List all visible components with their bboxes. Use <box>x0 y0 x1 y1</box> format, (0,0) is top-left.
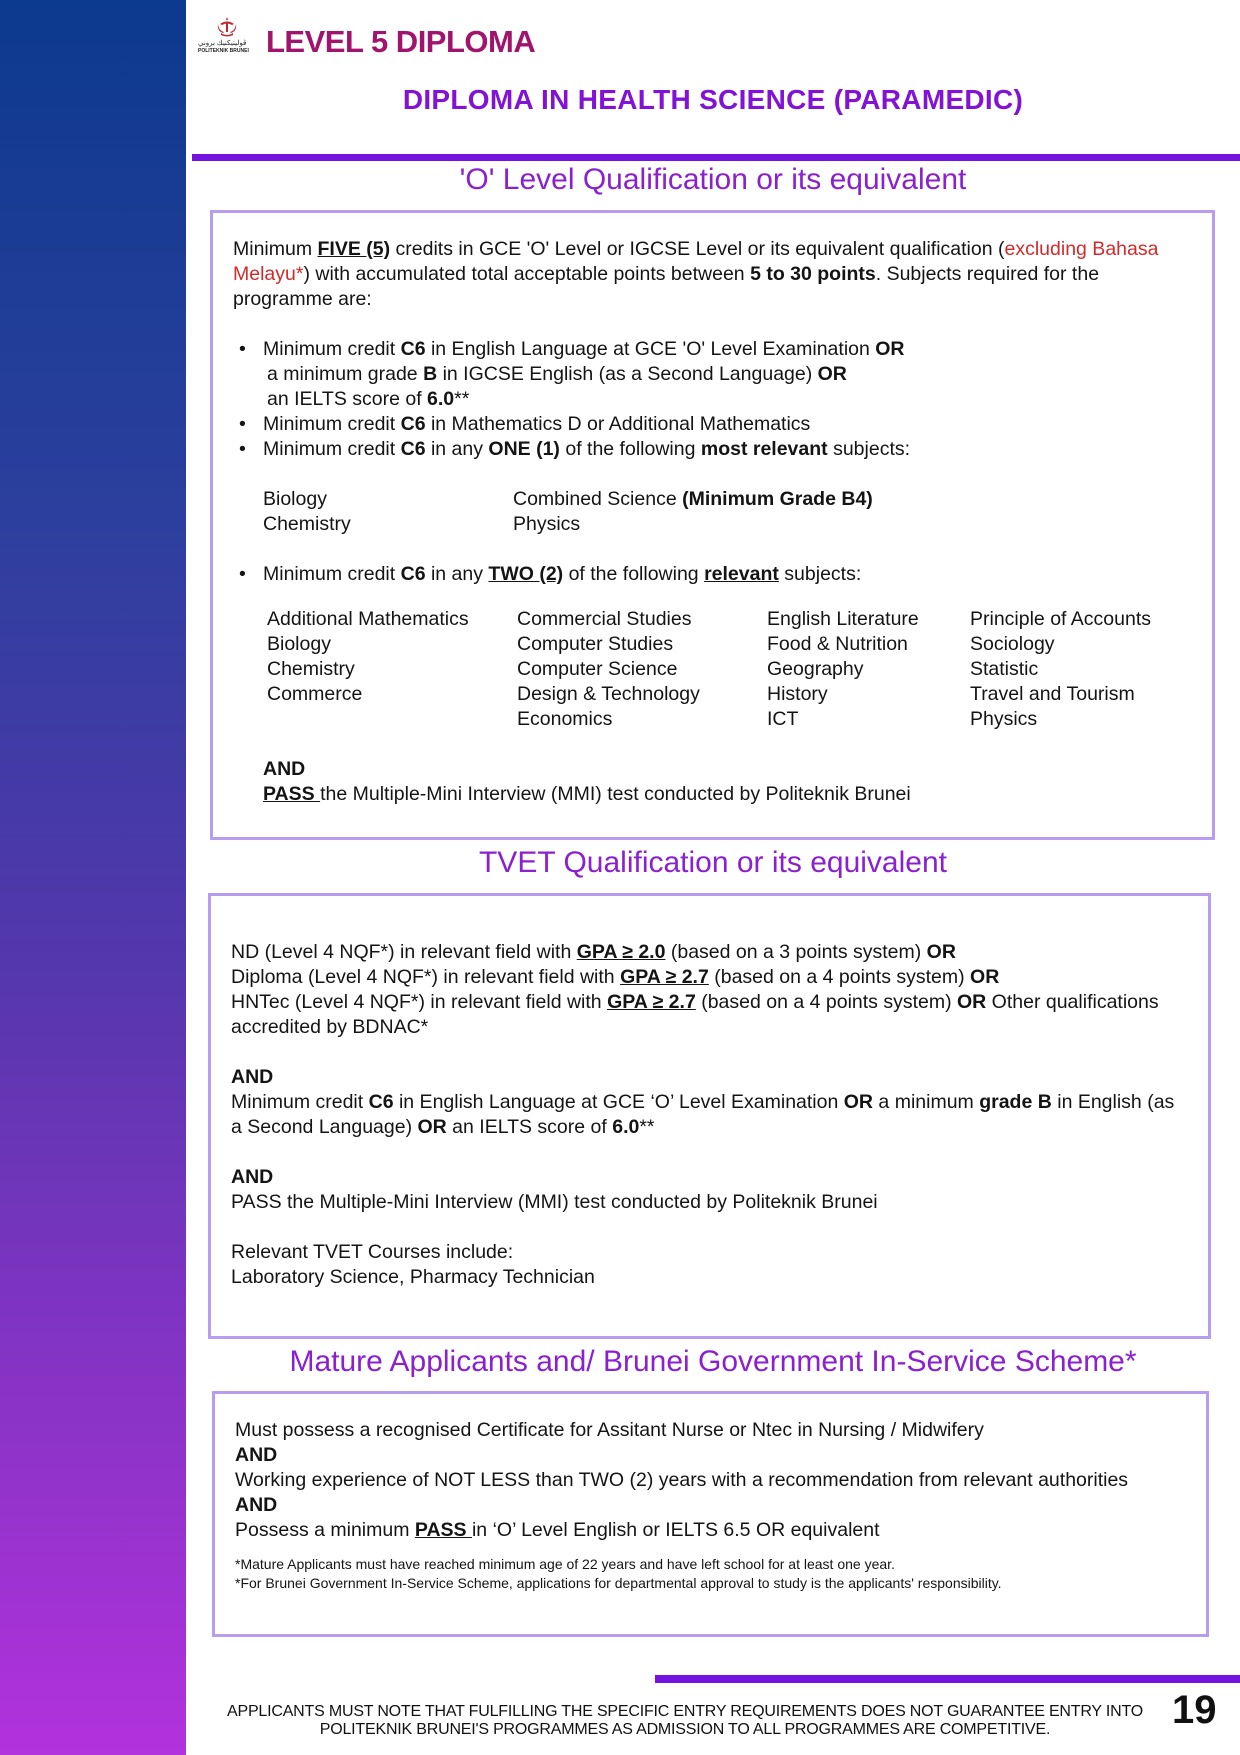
subject: English Literature <box>767 608 919 630</box>
decorative-sidebar <box>0 0 186 1755</box>
mature-heading: Mature Applicants and/ Brunei Government In-Service Scheme* <box>289 1345 1137 1378</box>
top-divider <box>192 154 1240 161</box>
relevant-requirement-list <box>233 562 1192 587</box>
tvet-heading: TVET Qualification or its equivalent <box>478 846 947 879</box>
mathematics-requirement: • Minimum credit C6 in Mathematics D or Additional Mathematics <box>263 412 1192 437</box>
subject: History <box>767 683 828 705</box>
subject: Computer Science <box>517 658 678 680</box>
and-label: AND <box>231 1166 274 1188</box>
tvet-hntec-line: HNTec (Level 4 NQF*) in relevant field with GPA ≥ 2.7 (based on a 4 points system) OR Other qualifications accredited by BDNAC* <box>231 991 1159 1038</box>
crest-icon <box>216 16 238 38</box>
o-level-intro: Minimum FIVE (5) credits in GCE 'O' Level or IGCSE Level or its equivalent qualification (excluding Bahasa Melayu*) with accumulated total acceptable points between 5 to 30 points. Subjects required for the programme are: <box>233 238 1159 310</box>
and-label: AND <box>263 758 306 780</box>
relevant-requirement: • Minimum credit C6 in any TWO (2) of the following relevant subjects: <box>263 562 1192 587</box>
subject: Design & Technology <box>517 683 700 705</box>
tvet-diploma-line: Diploma (Level 4 NQF*) in relevant field with GPA ≥ 2.7 (based on a 4 points system) OR <box>231 966 1000 988</box>
level-title: LEVEL 5 DIPLOMA <box>266 24 536 59</box>
tvet-box <box>208 893 1211 1339</box>
english-requirement: • Minimum credit C6 in English Language at GCE 'O' Level Examination OR a minimum grade B in IGCSE English (as a Second Language) OR an IELTS score of 6.0** <box>263 337 1192 412</box>
politeknik-brunei-logo <box>196 16 256 56</box>
subject: Principle of Accounts <box>970 608 1152 630</box>
mmi-requirement: PASS the Multiple-Mini Interview (MMI) test conducted by Politeknik Brunei <box>263 783 911 805</box>
subject: Commercial Studies <box>517 608 692 630</box>
subject: Chemistry <box>263 513 351 535</box>
subject: Commerce <box>267 683 363 705</box>
and-label: AND <box>235 1444 278 1466</box>
subject: Additional Mathematics <box>267 608 469 630</box>
subject: ICT <box>767 708 799 730</box>
tvet-mmi-requirement: PASS the Multiple-Mini Interview (MMI) test conducted by Politeknik Brunei <box>231 1191 878 1213</box>
subject <box>267 707 517 732</box>
and-label: AND <box>231 1066 274 1088</box>
tvet-nd-line: ND (Level 4 NQF*) in relevant field with GPA ≥ 2.0 (based on a 3 points system) OR <box>231 941 956 963</box>
mature-experience-requirement: Working experience of NOT LESS than TWO (2) years with a recommendation from relevant authorities <box>235 1469 1129 1491</box>
and-label: AND <box>235 1494 278 1516</box>
tvet-english-requirement: Minimum credit C6 in English Language at GCE ‘O’ Level Examination OR a minimum grade B in English (as a Second Language) OR an IELTS score of 6.0** <box>231 1091 1175 1138</box>
logo-arabic-text: ڤوليتيكنيك بروني <box>198 40 247 47</box>
admission-disclaimer: APPLICANTS MUST NOTE THAT FULFILLING THE SPECIFIC ENTRY REQUIREMENTS DOES NOT GUARANTEE ENTRY INTO POLITEKNIK BRUNEI'S PROGRAMMES AS ADMISSION TO ALL PROGRAMMES ARE COMPETITIVE. <box>227 1703 1143 1738</box>
subject: Travel and Tourism <box>970 683 1135 705</box>
page-number: 19 <box>1172 1688 1217 1732</box>
tvet-courses-label: Relevant TVET Courses include: <box>231 1241 514 1263</box>
subject: Physics <box>970 708 1038 730</box>
subject: Combined Science (Minimum Grade B4) <box>513 488 873 510</box>
subject: Sociology <box>970 633 1055 655</box>
footnote-mature: *Mature Applicants must have reached minimum age of 22 years and have left school for at least one year. <box>235 1556 895 1572</box>
tvet-courses: Laboratory Science, Pharmacy Technician <box>231 1266 595 1288</box>
most-relevant-requirement: • Minimum credit C6 in any ONE (1) of the following most relevant subjects: <box>263 437 1192 462</box>
o-level-box <box>210 210 1215 840</box>
mature-box <box>212 1391 1209 1637</box>
logo-latin-text: POLITEKNIK BRUNEI <box>198 48 249 54</box>
o-level-requirements-list <box>233 337 1192 462</box>
most-relevant-subjects <box>233 487 1192 537</box>
subject: Physics <box>513 513 581 535</box>
subject: Food & Nutrition <box>767 633 908 655</box>
subject: Chemistry <box>267 658 355 680</box>
subject: Statistic <box>970 658 1039 680</box>
mature-english-requirement: Possess a minimum PASS in ‘O’ Level English or IELTS 6.5 OR equivalent <box>235 1519 880 1541</box>
mature-certificate-requirement: Must possess a recognised Certificate for Assitant Nurse or Ntec in Nursing / Midwifery <box>235 1419 984 1441</box>
subject: Computer Studies <box>517 633 674 655</box>
subject: Geography <box>767 658 864 680</box>
footnote-in-service: *For Brunei Government In-Service Scheme, applications for departmental approval to study is the applicants' responsibility. <box>235 1575 1002 1591</box>
subject: Biology <box>263 488 327 510</box>
o-level-heading: 'O' Level Qualification or its equivalent <box>459 163 967 196</box>
programme-title: DIPLOMA IN HEALTH SCIENCE (PARAMEDIC) <box>402 84 1024 115</box>
relevant-subjects-grid <box>233 607 1192 732</box>
subject: Biology <box>267 633 331 655</box>
bottom-divider <box>655 1675 1240 1683</box>
subject: Economics <box>517 708 613 730</box>
